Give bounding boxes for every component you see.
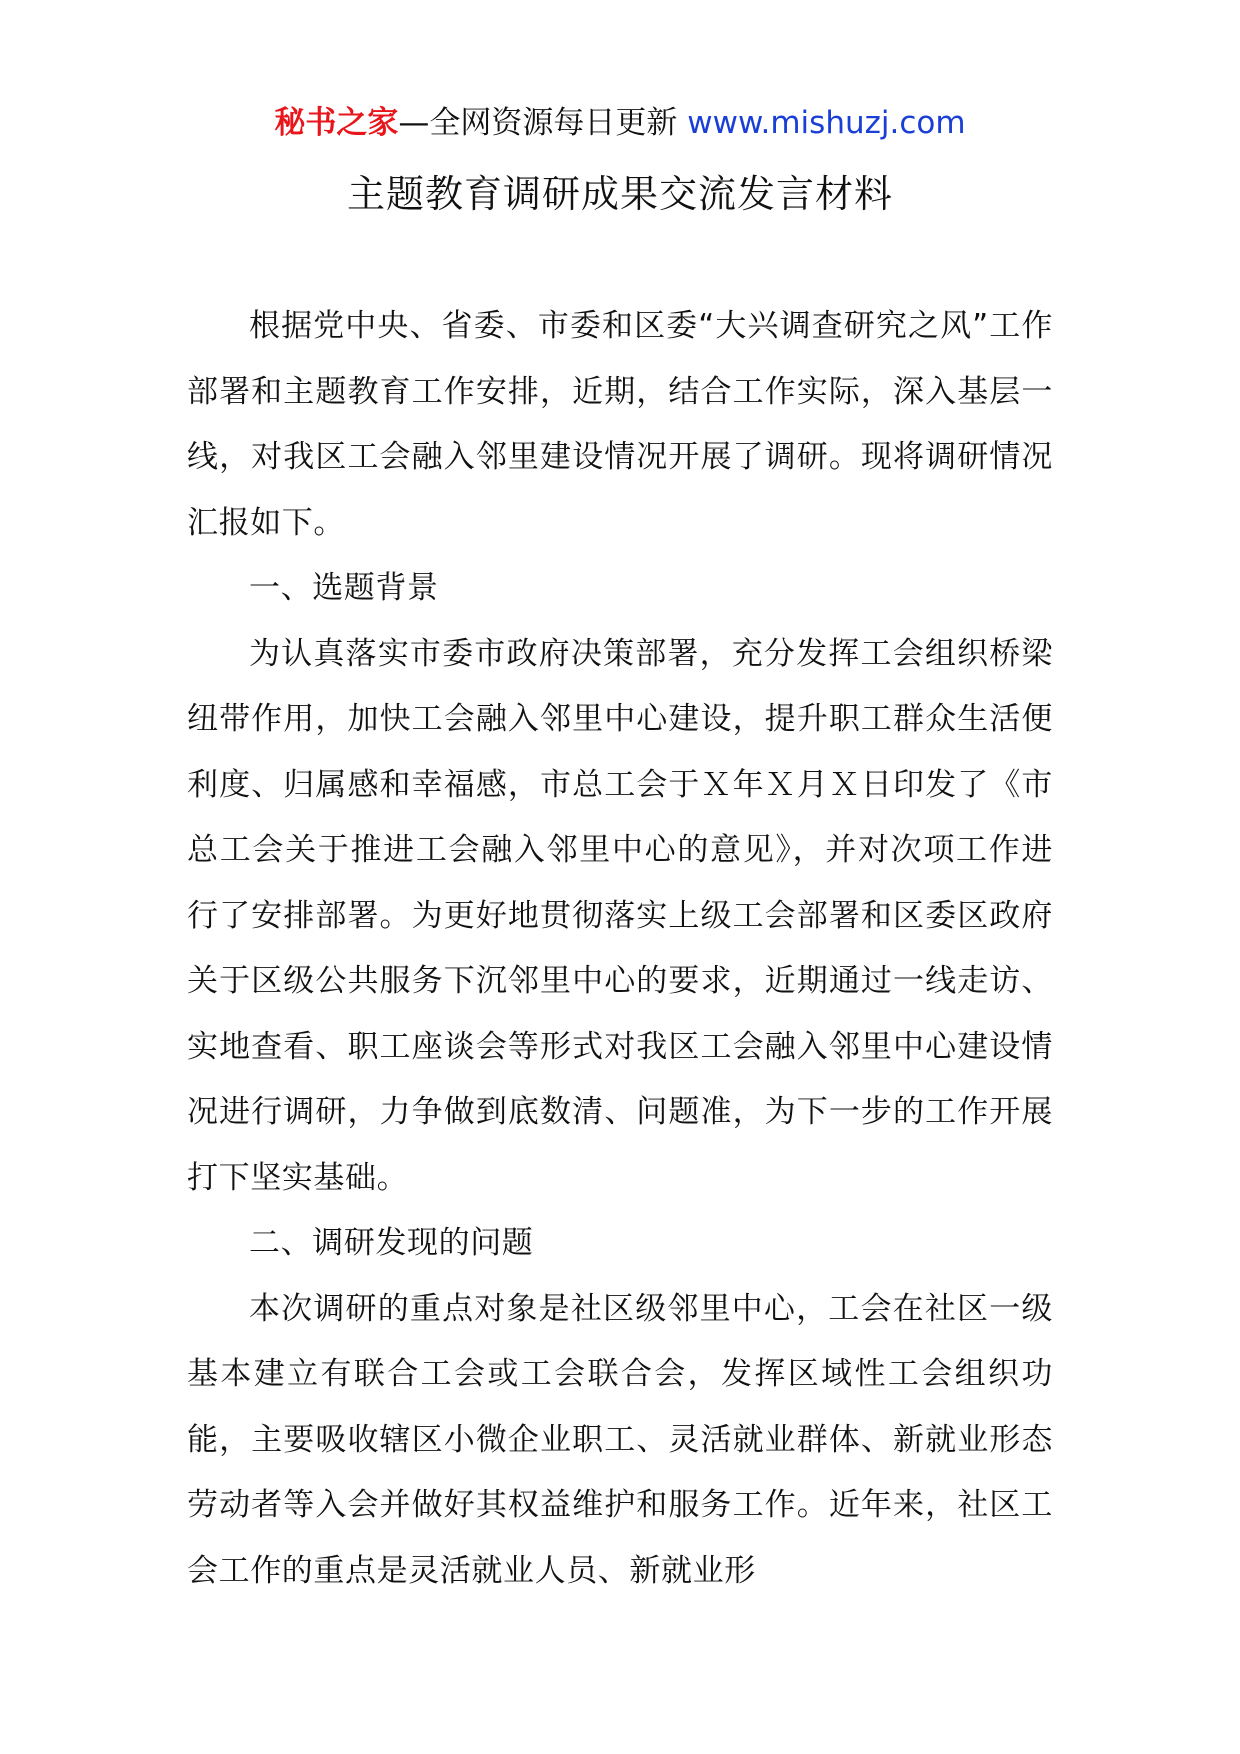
intro-paragraph: 根据党中央、省委、市委和区委“大兴调查研究之风”工作部署和主题教育工作安排，近期，结合工作实际，深入基层一线，对我区工会融入邻里建设情况开展了调研。现将调研情况汇报如下。 [187,308,1053,541]
header-tagline: —全网资源每日更新 [398,105,688,141]
brand-name: 秘书之家 [274,105,399,141]
background-paragraph: 为认真落实市委市政府决策部署，充分发挥工会组织桥梁纽带作用，加快工会融入邻里中心建设，提升职工群众生活便利度、归属感和幸福感，市总工会于Ｘ年Ｘ月Ｘ日印发了《市总工会关于推进工会融入邻里中心的意见》，并对次项工作进行了安排部署。为更好地贯彻落实上级工会部署和区委区政府关于区级公共服务下沉邻里中心的要求，近期通过一线走访、实地查看、职工座谈会等形式对我区工会融入邻里中心建设情况进行调研，力争做到底数清、问题准，为下一步的工作开展打下坚实基础。 [187,635,1053,1196]
problems-paragraph: 本次调研的重点对象是社区级邻里中心，工会在社区一级基本建立有联合工会或工会联合会，发挥区域性工会组织功能，主要吸收辖区小微企业职工、灵活就业群体、新就业形态劳动者等入会并做好其权益维护和服务工作。近年来，社区工会工作的重点是灵活就业人员、新就业形 [187,1290,1053,1589]
document-body [187,294,1053,1604]
section-heading-problems: 二、调研发现的问题 [249,1225,534,1261]
document-title: 主题教育调研成果交流发言材料 [346,172,893,216]
section-heading-background: 一、选题背景 [249,570,439,606]
page-header [0,100,1240,146]
website-link[interactable]: www.mishuzj.com [687,105,966,141]
